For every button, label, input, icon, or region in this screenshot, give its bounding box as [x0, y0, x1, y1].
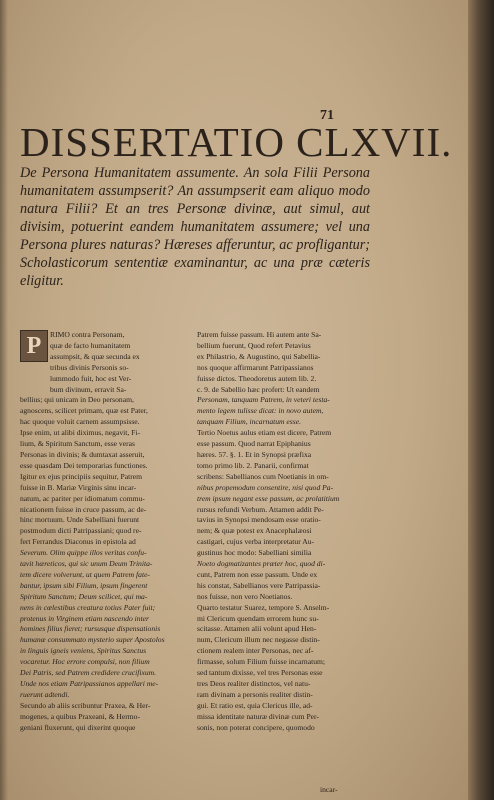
text-line: ex Philastrio, & Augustino, qui Sabellia- [197, 351, 321, 361]
text-line: Quarto testatur Suarez, tempore S. Anselm- [197, 602, 330, 612]
text-line: tavius in Synopsi mendosam esse oratio- [197, 515, 321, 525]
text-line: hinc mortuum. Unde Sabelliani fuerunt [20, 515, 140, 525]
text-line: Ipse enim, ut alibi diximus, negavit, Fi- [20, 428, 141, 438]
text-line: hac quoque voluit carnem assumpsisse. [20, 417, 140, 427]
text-line: esse passum. Quod narrat Epiphanius [197, 439, 311, 449]
text-line: castigari, cujus verba interpretatur Au- [197, 537, 315, 547]
text-line: nens in cœlestibus creatura totius Pater fuit; [20, 602, 156, 612]
text-line: hæres. 57. §. 1. Et in Synopsi præfixa [197, 449, 312, 459]
text-line: fuisse in B. Mariæ Virginis sinu incar- [20, 482, 137, 492]
text-line: protenus in Virginem etiam nascendo inter [20, 613, 150, 623]
text-line: tavit hæreticos, qui sic unum Deum Trinita- [20, 559, 153, 569]
text-line: sed tantum dixisse, vel tres Personas esse [197, 668, 323, 678]
text-line: gustinus hoc modo: Sabelliani similia [197, 548, 312, 558]
text-line: postmodum dicti Patripassiani; quod re- [20, 526, 142, 536]
text-line: tres Deos realiter distinctos, vel natu- [197, 679, 311, 688]
text-line: Tertio Noetus aulus etiam est dicere, Patrem [197, 428, 332, 438]
text-line: geniani fluxerunt, qui dixerint quoque [20, 722, 136, 732]
left-column [20, 330, 184, 734]
text-line: missa identitate naturæ divinæ cum Per- [197, 711, 319, 721]
text-line: bantur, ipsum sibi Filium, ipsum fingerent [20, 580, 148, 590]
text-line: nibus propemodum consentire, nisi quod Pa- [197, 482, 334, 492]
text-line: his constat, Sabellianos vere Patripassia- [197, 580, 321, 590]
text-line: Patrem fuisse passum. Hi autem ante Sa- [197, 330, 322, 339]
drop-cap [20, 330, 48, 362]
text-line: natum, ac pariter per idiomatum commu- [20, 493, 145, 503]
text-line: rursus refundi Verbum. Attamen addit Pe- [197, 504, 324, 514]
text-line: ctionem realem inter Personas, nec af- [197, 646, 314, 656]
book-page-edge [468, 0, 494, 800]
text-line: sonis, non poterat concipere, quomodo [197, 722, 315, 732]
text-line: esse quasdam Dei temporarias functiones. [20, 460, 148, 470]
page-number: 71 [320, 108, 334, 123]
text-line: tem dicere volverunt, ut quem Patrem fate- [20, 569, 150, 579]
gutter-shadow [0, 0, 8, 800]
text-line: Spiritum Sanctum; Deum scilicet, qui ma- [20, 591, 148, 601]
text-line: quæ de facto humanitatem [50, 340, 131, 350]
text-line: bum divinum, erravit Sa- [50, 384, 127, 394]
text-line: lium, & Spiritum Sanctum, esse veras [20, 439, 135, 449]
text-line: cunt, Patrem non esse passum. Unde ex [197, 569, 318, 579]
text-line: scribens: Sabellianos cum Noetianis in om- [197, 471, 329, 481]
text-line: bellius; qui unicam in Deo personam, [20, 395, 134, 405]
dissertation-title: DISSERTATIO CLXVII. [20, 119, 453, 165]
dissertation-subtitle: De Persona Humanitatem assumente. An sola Filii Persona humanitatem assumpserit? An assumpserit eam aliquo modo natura Filii? Et an tres Personæ divinæ, aut simul, aut divisim, potuerint eandem humanitatem assumere; vel una Persona plures naturas? Hæreses afferuntur, ac profligantur; Scholasticorum sententiæ examinantur, ac una præ cæteris eligitur. [20, 165, 370, 289]
text-line: nos fuisse, non vero Noetianos. [197, 591, 293, 601]
text-line: ram divinam a personis realiter distin- [197, 689, 313, 699]
text-line: gui. Et ratio est, quia Clericus ille, ad- [197, 700, 313, 710]
text-line: Dei Patris, sed Patrem credidere crucifixum. [20, 668, 157, 678]
text-line: mento legem tulisse dicat: in novo autem, [197, 406, 324, 416]
text-line: nicationem fuisse in cruce passum, ac de- [20, 504, 147, 514]
text-line: trem ipsum negant esse passum, ac prolatitium [197, 493, 340, 503]
text-line: firmasse, solum Filium fuisse incarnatum; [197, 657, 326, 667]
text-line: homines filius fieret; rursusque dispensationis [20, 624, 161, 634]
text-line: Noeto dogmatizantes præter hoc, quod di- [197, 559, 326, 569]
text-line: mogenes, a quibus Praxeani, & Hermo- [20, 711, 140, 721]
text-line: fert Ferrandus Diaconus in epistola ad [20, 537, 136, 547]
text-line: Secundo ab aliis scribuntur Praxea, & Her- [20, 700, 151, 710]
text-line: Personas in divinis; & dumtaxat asseruit, [20, 449, 145, 459]
text-line: RIMO contra Personam, [50, 330, 125, 339]
text-line: mi Clericum quendam errorem hunc su- [197, 613, 319, 623]
text-line: tribus divinis Personis so- [50, 362, 129, 372]
text-line: Unde nos etiam Patripassianos appellari me- [20, 679, 159, 688]
right-column [197, 330, 361, 734]
text-line: in linguis igneis veniens, Spiritus Sanctus [20, 646, 147, 656]
text-line: num, Clericum illum nec negasse distin- [197, 635, 320, 645]
text-line: nos quoque affirmarunt Patripassianos [197, 362, 314, 372]
text-line: agnoscens, scilicet primam, quæ est Pater, [20, 406, 148, 416]
text-line: fuisse dictos. Theodoretus autem lib. 2. [197, 373, 317, 383]
text-line: vocaretur. Hoc errore compulsi, non filium [20, 657, 150, 667]
drop-cap-letter: P [26, 333, 42, 359]
catchword: incar- [320, 785, 338, 794]
text-line: Severum. Olim quippe illos veritas confu- [20, 548, 147, 558]
text-line: Personam, tanquam Patrem, in veteri testa- [197, 395, 330, 405]
text-line: ruerunt adtendi. [20, 689, 70, 699]
text-line: scitasse. Attamen alii volunt apud Hen- [197, 624, 317, 634]
text-line: lummodo fuit, hoc est Ver- [50, 373, 132, 383]
text-line: bellium fuerunt, Quod refert Petavius [197, 340, 311, 350]
text-line: humanæ consummato mysterio super Apostolos [20, 635, 165, 645]
text-line: Igitur ex ejus principiis sequitur, Patrem [20, 471, 143, 481]
text-line: c. 9. de Sabellio hæc profert: Ut eandem [197, 384, 320, 394]
text-line: tanquam Filium, incarnatum esse. [197, 417, 301, 427]
text-line: nem; & quæ potest ex Anacephalæosi [197, 526, 312, 536]
text-line: tomo primo lib. 2. Panarii, confirmat [197, 460, 309, 470]
text-line: assumpsit, & quæ secunda ex [50, 351, 140, 361]
text-columns [20, 330, 362, 770]
